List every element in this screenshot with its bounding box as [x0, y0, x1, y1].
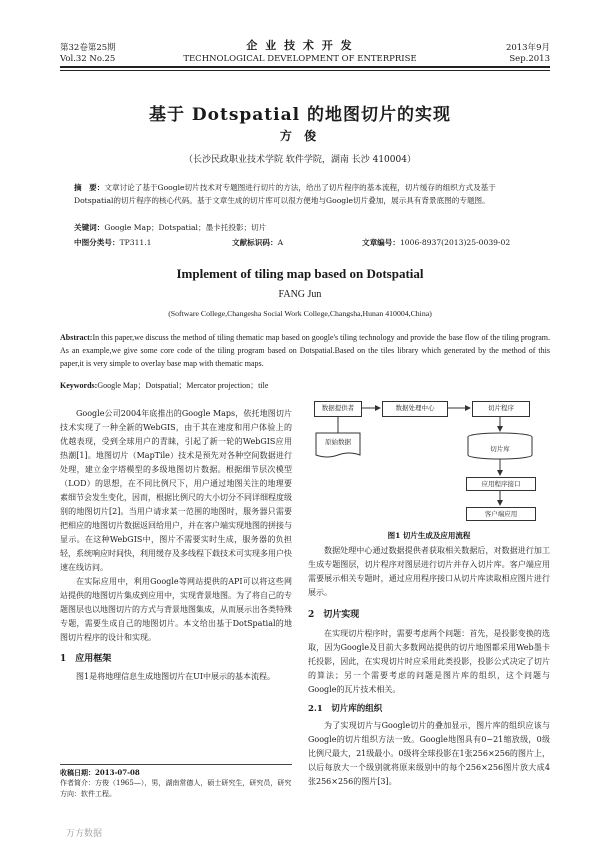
affiliation-en: (Software College,Changesha Social Work College,Changsha,Hunan 410004,China) — [168, 309, 432, 318]
classification-value: TP311.1 — [119, 238, 152, 247]
box-app-interface: 应用程序接口 — [466, 477, 536, 491]
box-data-center: 数据处理中心 — [382, 401, 448, 417]
classification-number — [74, 237, 151, 248]
box-tiling-program: 切片程序 — [472, 401, 530, 417]
volume-cn: 第32卷第25期 — [60, 43, 116, 53]
label-raw-data: 原始数据 — [325, 438, 351, 446]
article-no-label: 文章编号： — [362, 238, 400, 247]
abstract-en-text: In this paper,we discuss the method of tiling thematic map based on google's tiling technology and provide the base flow of the tiling program. As an example,we give some core code of the tiling program based on Dotspatial.Based on the tiles library which generated by the method of this paper,it is very simple to overlay base map with thematic maps. — [60, 333, 550, 368]
journal-title-cn: 企 业 技 术 开 发 — [246, 39, 354, 52]
section-heading-2: 2 切片实现 — [308, 610, 360, 620]
affiliation-cn: （长沙民政职业技术学院 软件学院，湖南 长沙 410004） — [184, 155, 416, 165]
keywords-cn-label: 关键词： — [74, 223, 105, 232]
body-paragraph: 数据处理中心通过数据提供者获取相关数据后，对数据进行加工生成专题图层，切片程序对图层进行切片并存入切片库。客户端应用需要展示相关专题时，通过应用程序接口从切片库读取相应图片进行展示。 — [308, 546, 550, 597]
abstract-cn — [74, 182, 534, 207]
abstract-cn-label: 摘 要： — [74, 183, 105, 192]
article-no-value: 1006-8937(2013)25-0039-02 — [399, 238, 511, 247]
author-cn: 方 俊 — [279, 129, 321, 143]
figure-1-caption: 图1 切片生成及应用流程 — [387, 531, 471, 540]
header-rule-thin — [60, 70, 550, 71]
abstract-en — [60, 331, 550, 370]
body-paragraph: 为了实现切片与Google切片的叠加显示，图片库的组织应该与Google的切片组织方法一致。Google地图具有0~21缩放级，0级比例尺最大，21级最小。0级将全球投影在1张256×256的图片上，以后每放大一个级别就将原来级别中的每个256×256图片放大成4张256×256的图片[3]。 — [308, 721, 550, 786]
subsection-heading-2-1: 2.1 切片库的组织 — [308, 704, 383, 714]
abstract-en-label: Abstract: — [60, 333, 93, 342]
footnote-rule — [60, 764, 292, 765]
footnote — [60, 767, 292, 800]
journal-title-en: TECHNOLOGICAL DEVELOPMENT OF ENTERPRISE — [183, 54, 417, 64]
paper-title-en: Implement of tiling map based on Dotspatial — [176, 266, 424, 281]
keywords-en — [60, 380, 550, 391]
abstract-cn-text: 文章讨论了基于Google切片技术对专题图进行切片的方法，给出了切片程序的基本流程，切片缓存的组织方式及基于Dotspatial的切片程序的核心代码。基于文章生成的切片库可以很方便地与Google切片叠加，展示具有背景底图的专题图。 — [74, 183, 496, 205]
document-code — [232, 237, 283, 248]
body-paragraph: 在实现切片程序时，需要考虑两个问题：首先，是投影变换的选取，因为Google及目前大多数网站提供的切片地图都采用Web墨卡托投影，因此，在实现切片时应采用此类投影，投影公式决定了切片的算法；另一个需要考虑的问题是图片库的组织，这个问题与Google的瓦片技术相关。 — [308, 629, 550, 694]
doc-code-value: A — [277, 238, 284, 247]
date-en: Sep.2013 — [509, 54, 550, 64]
body-paragraph: Google公司2004年底推出的Google Maps，依托地图切片技术实现了一种全新的WebGIS，由于其在速度和用户体验上的优越表现，受到全球用户的青睐，引起了新一轮的WebGIS应用热潮[1]。地图切片（MapTile）技术是预先对各种空间数据进行处理，建立金字塔模型的多级地图切片数据。根据细节层次模型（LOD）的思想，在不同比例尺下，用户通过地图关注的地理要素细节会发生变化，因而，根据比例尺的大小切分不同详细程度级别的地图切片[2]。当用户请求某一范围的地图时，服务器只需要把相应的地图切片数据返回给用户，并在客户端实现地图的拼接与显示。在这种WebGIS中，图片不需要实时生成，服务器的负担轻，系统响应时间快，利用缓存及多线程下载技术可实现多用户快速在线访问。 — [60, 409, 292, 572]
label-tile-library: 切片库 — [490, 445, 510, 453]
figure-1-flowchart — [308, 397, 550, 527]
keywords-en-text: Google Map；Dotspatial；Mercator projection；tile — [97, 381, 269, 390]
header-rule-thick — [60, 66, 550, 68]
volume-en: Vol.32 No.25 — [60, 54, 116, 64]
keywords-en-label: Keywords: — [60, 381, 98, 390]
author-introduction: 作者简介：方俊（1965—），男，湖南常德人，硕士研究生，研究员，研究方向：软件工程。 — [60, 779, 292, 798]
classification-label: 中图分类号： — [74, 238, 120, 247]
left-column — [60, 407, 292, 684]
right-column — [308, 544, 550, 789]
section-heading-1: 1 应用框架 — [60, 654, 112, 664]
doc-code-label: 文献标识码： — [232, 238, 278, 247]
keywords-cn — [74, 222, 534, 235]
paper-title-cn: 基于 Dotspatial 的地图切片的实现 — [148, 105, 452, 125]
body-paragraph: 图1是将地理信息生成地图切片在UI中展示的基本流程。 — [76, 672, 275, 681]
body-paragraph: 在实际应用中，利用Google等网站提供的API可以将这些网站提供的地图切片集成到应用中，实现背景地图。为了将自己的专题图层也以地图切片的方式与背景地图集成，从而展示出各类特殊专题，需要生成自己的地图切片。本文给出基于DotSpatial的地图切片程序的设计和实现。 — [60, 577, 292, 642]
watermark: 万方数据 — [66, 829, 103, 839]
received-date: 收稿日期：2013-07-08 — [60, 768, 140, 777]
box-client-app: 客户端应用 — [466, 507, 536, 521]
author-en: FANG Jun — [278, 289, 322, 300]
keywords-cn-text: Google Map；Dotspatial；墨卡托投影；切片 — [104, 223, 267, 232]
date-cn: 2013年9月 — [505, 43, 550, 53]
article-number — [362, 237, 510, 248]
box-data-provider: 数据提供者 — [314, 401, 362, 417]
